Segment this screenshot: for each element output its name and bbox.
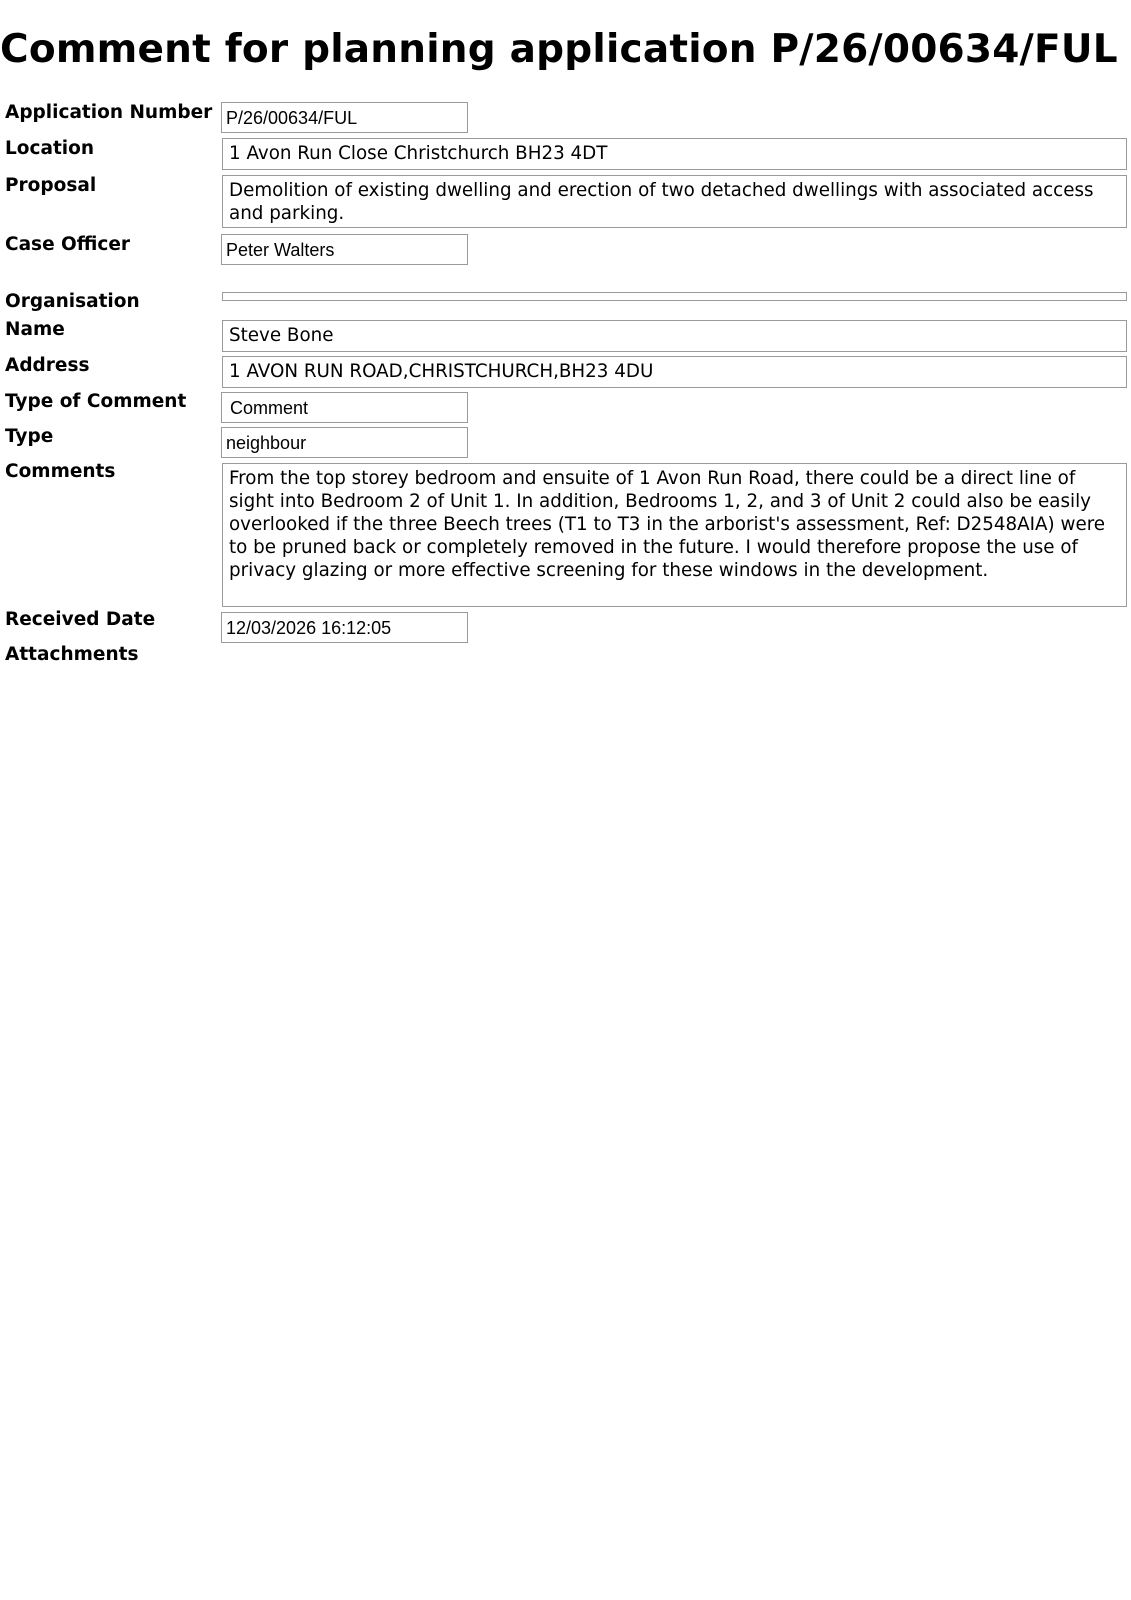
proposal-label: Proposal (5, 175, 97, 196)
received-date-label: Received Date (5, 609, 156, 630)
application-number-label: Application Number (5, 102, 213, 123)
comments-label: Comments (5, 461, 116, 482)
attachments-label: Attachments (5, 644, 139, 665)
application-number-value: P/26/00634/FUL (221, 102, 468, 133)
organisation-label: Organisation (5, 291, 140, 312)
name-label: Name (5, 319, 65, 340)
type-value: neighbour (221, 427, 468, 458)
name-value: Steve Bone (222, 320, 1127, 352)
received-date-value: 12/03/2026 16:12:05 (221, 612, 468, 643)
case-officer-label: Case Officer (5, 234, 131, 255)
address-label: Address (5, 355, 90, 376)
type-of-comment-label: Type of Comment (5, 391, 187, 412)
proposal-value: Demolition of existing dwelling and erection of two detached dwellings with associated access and parking. (222, 175, 1127, 228)
case-officer-value: Peter Walters (221, 234, 468, 265)
page-title: Comment for planning application P/26/00634/FUL (0, 27, 1118, 72)
address-value: 1 AVON RUN ROAD,CHRISTCHURCH,BH23 4DU (222, 356, 1127, 388)
location-label: Location (5, 138, 95, 159)
organisation-value (222, 292, 1127, 301)
type-label: Type (5, 426, 54, 447)
type-of-comment-value: Comment (221, 392, 468, 423)
comments-value: From the top storey bedroom and ensuite of 1 Avon Run Road, there could be a direct line of sight into Bedroom 2 of Unit 1. In addition, Bedrooms 1, 2, and 3 of Unit 2 could also be easily overlooked if the three Beech trees (T1 to T3 in the arborist's assessment, Ref: D2548AIA) were to be pruned back or completely removed in the future. I would therefore propose the use of privacy glazing or more effective screening for these windows in the development. (222, 463, 1127, 607)
location-value: 1 Avon Run Close Christchurch BH23 4DT (222, 138, 1127, 170)
